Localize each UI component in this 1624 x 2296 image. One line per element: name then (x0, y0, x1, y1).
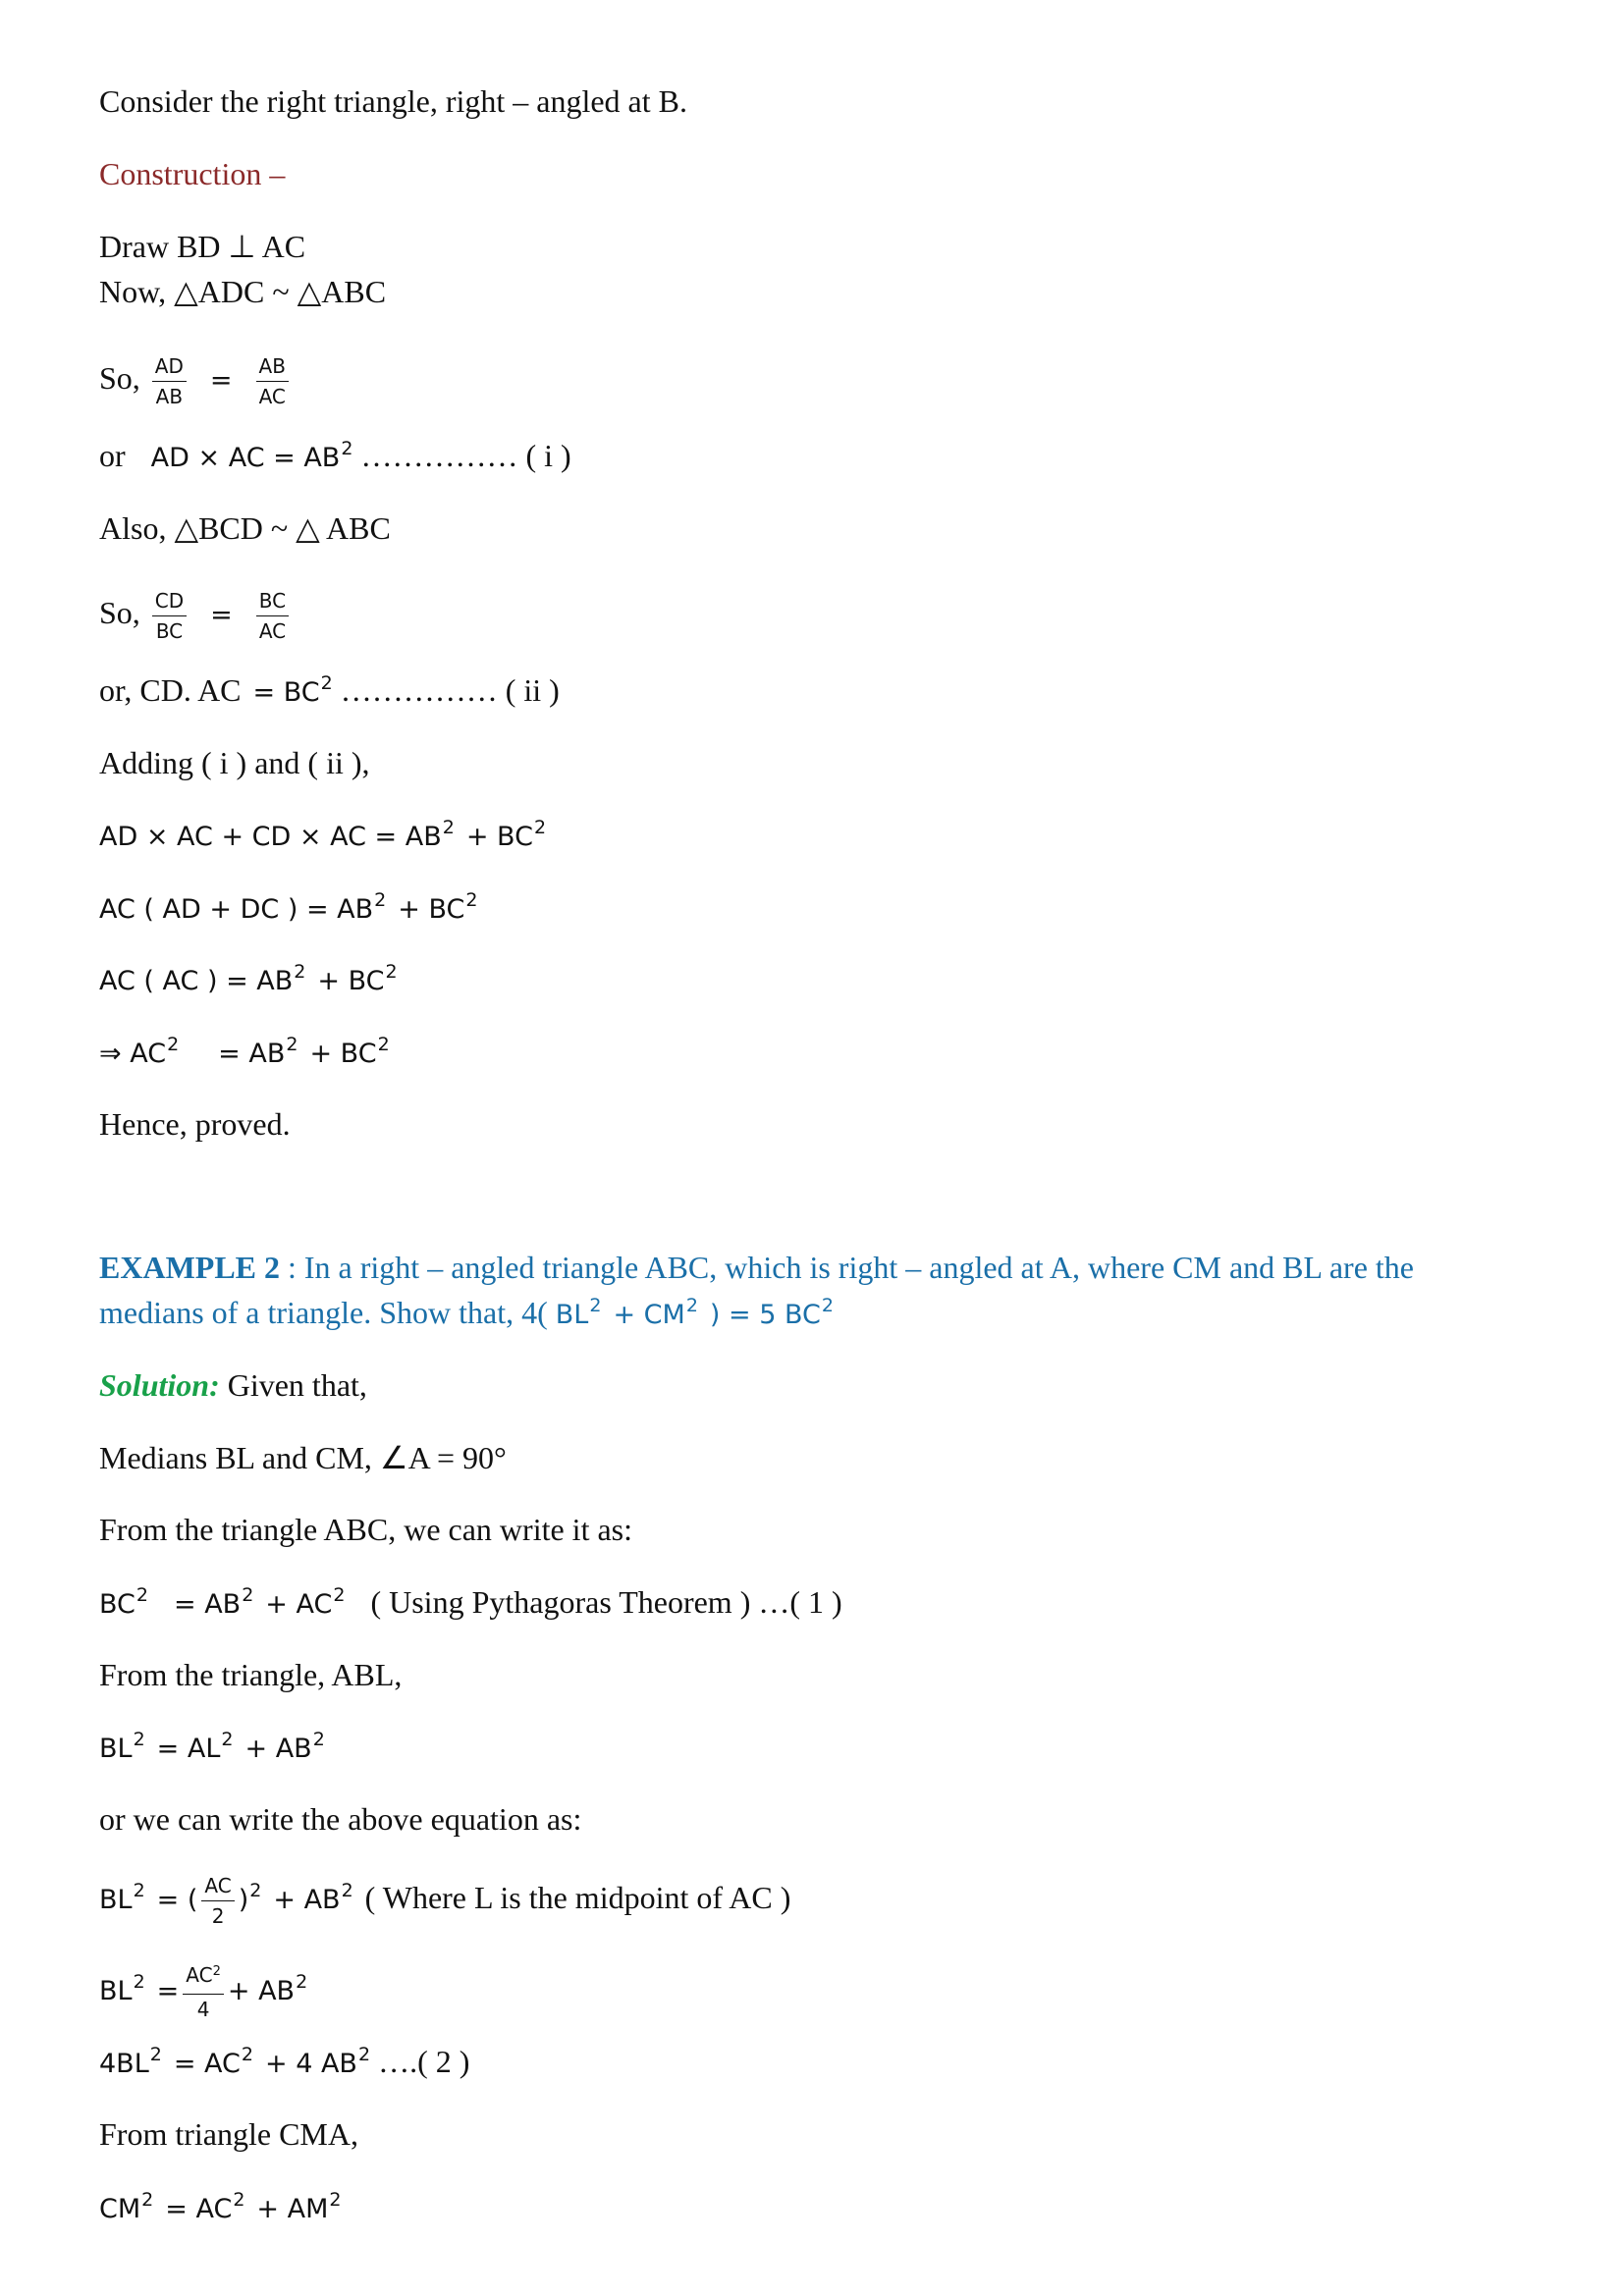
solution-label: Solution: (99, 1367, 220, 1403)
sum-equation-3: AC ( AC ) = $AB^2 + BC^2$ (99, 961, 398, 996)
fraction-ad-ab: $\frac{AD}{AB}$ (152, 353, 187, 409)
sum-equation-1: AD × AC + CD × AC = $AB^2 + BC^2$ (99, 817, 547, 852)
solution-line: Solution: Given that, (99, 1367, 367, 1403)
bl-equation-2: $BL^2$ = ( $\frac{AC}{2}$ )$^2 + AB^2$ ( Where L is the midpoint of AC ) (99, 1874, 791, 1929)
or-write-line: or we can write the above equation as: (99, 1801, 582, 1837)
equals-sign: = (210, 600, 233, 630)
construction-heading: Construction – (99, 156, 286, 191)
intro-line: Consider the right triangle, right – angled at B. (99, 83, 687, 119)
equals-sign: = (209, 365, 233, 396)
from-abl-line: From the triangle, ABL, (99, 1657, 403, 1692)
equation-i: or AD × AC = $AB^2$ …………… ( i ) (99, 438, 571, 473)
so-label: So, (99, 595, 140, 630)
hence-proved: Hence, proved. (99, 1106, 291, 1142)
from-abc-line: From the triangle ABC, we can write it as: (99, 1512, 632, 1547)
example-2-line-1: EXAMPLE 2 : In a right – angled triangle ABC, which is right – angled at A, where CM and BL are the (99, 1250, 1414, 1285)
so-label: So, (99, 360, 140, 396)
example-2-line-2: medians of a triangle. Show that, 4( $BL^2 + CM^2$ ) = 5 $BC^2$ (99, 1295, 834, 1330)
adding-line: Adding ( i ) and ( ii ), (99, 745, 370, 780)
fraction-ab-ac: $\frac{AB}{AC}$ (256, 353, 289, 409)
bl-equation-1: $BL^2 = AL^2 + AB^2$ (99, 1729, 325, 1764)
bl-equation-3: $BL^2$ = $\frac{AC^2}{4}$ + $AB^2$ (99, 1963, 308, 2022)
equation-ii: or, CD. AC = $BC^2$ …………… ( ii ) (99, 672, 560, 708)
pythagoras-equation: $BC^2 = AB^2 + AC^2$ ( Using Pythagoras Theorem ) …( 1 ) (99, 1584, 842, 1620)
fraction-bc-ac: $\frac{BC}{AC}$ (256, 588, 289, 644)
medians-line: Medians BL and CM, ∠A = 90° (99, 1440, 507, 1475)
fraction-ac2-4: $\frac{AC^2}{4}$ (183, 1962, 224, 2022)
ratio-equation-1 (99, 348, 293, 410)
similar-triangles-line: Now, △ADC ~ △ABC (99, 274, 387, 309)
draw-perpendicular-line: Draw BD ⊥ AC (99, 229, 306, 264)
fraction-cd-bc: $\frac{CD}{BC}$ (152, 588, 187, 644)
implies-equation: ⇒ $AC^2 = AB^2 + BC^2$ (99, 1034, 390, 1069)
also-similar-line: Also, △BCD ~ △ ABC (99, 510, 391, 546)
sum-equation-2: AC ( AD + DC ) = $AB^2 + BC^2$ (99, 889, 478, 925)
cm-equation: $CM^2 = AC^2 + AM^2$ (99, 2189, 342, 2224)
ratio-equation-2 (99, 583, 293, 645)
example-label: EXAMPLE 2 (99, 1250, 280, 1285)
bl-equation-4: $4BL^2 = AC^2 + 4$ $AB^2$ ….( 2 ) (99, 2044, 470, 2079)
from-cma-line: From triangle CMA, (99, 2116, 358, 2152)
fraction-ac-2: $\frac{AC}{2}$ (201, 1873, 234, 1929)
